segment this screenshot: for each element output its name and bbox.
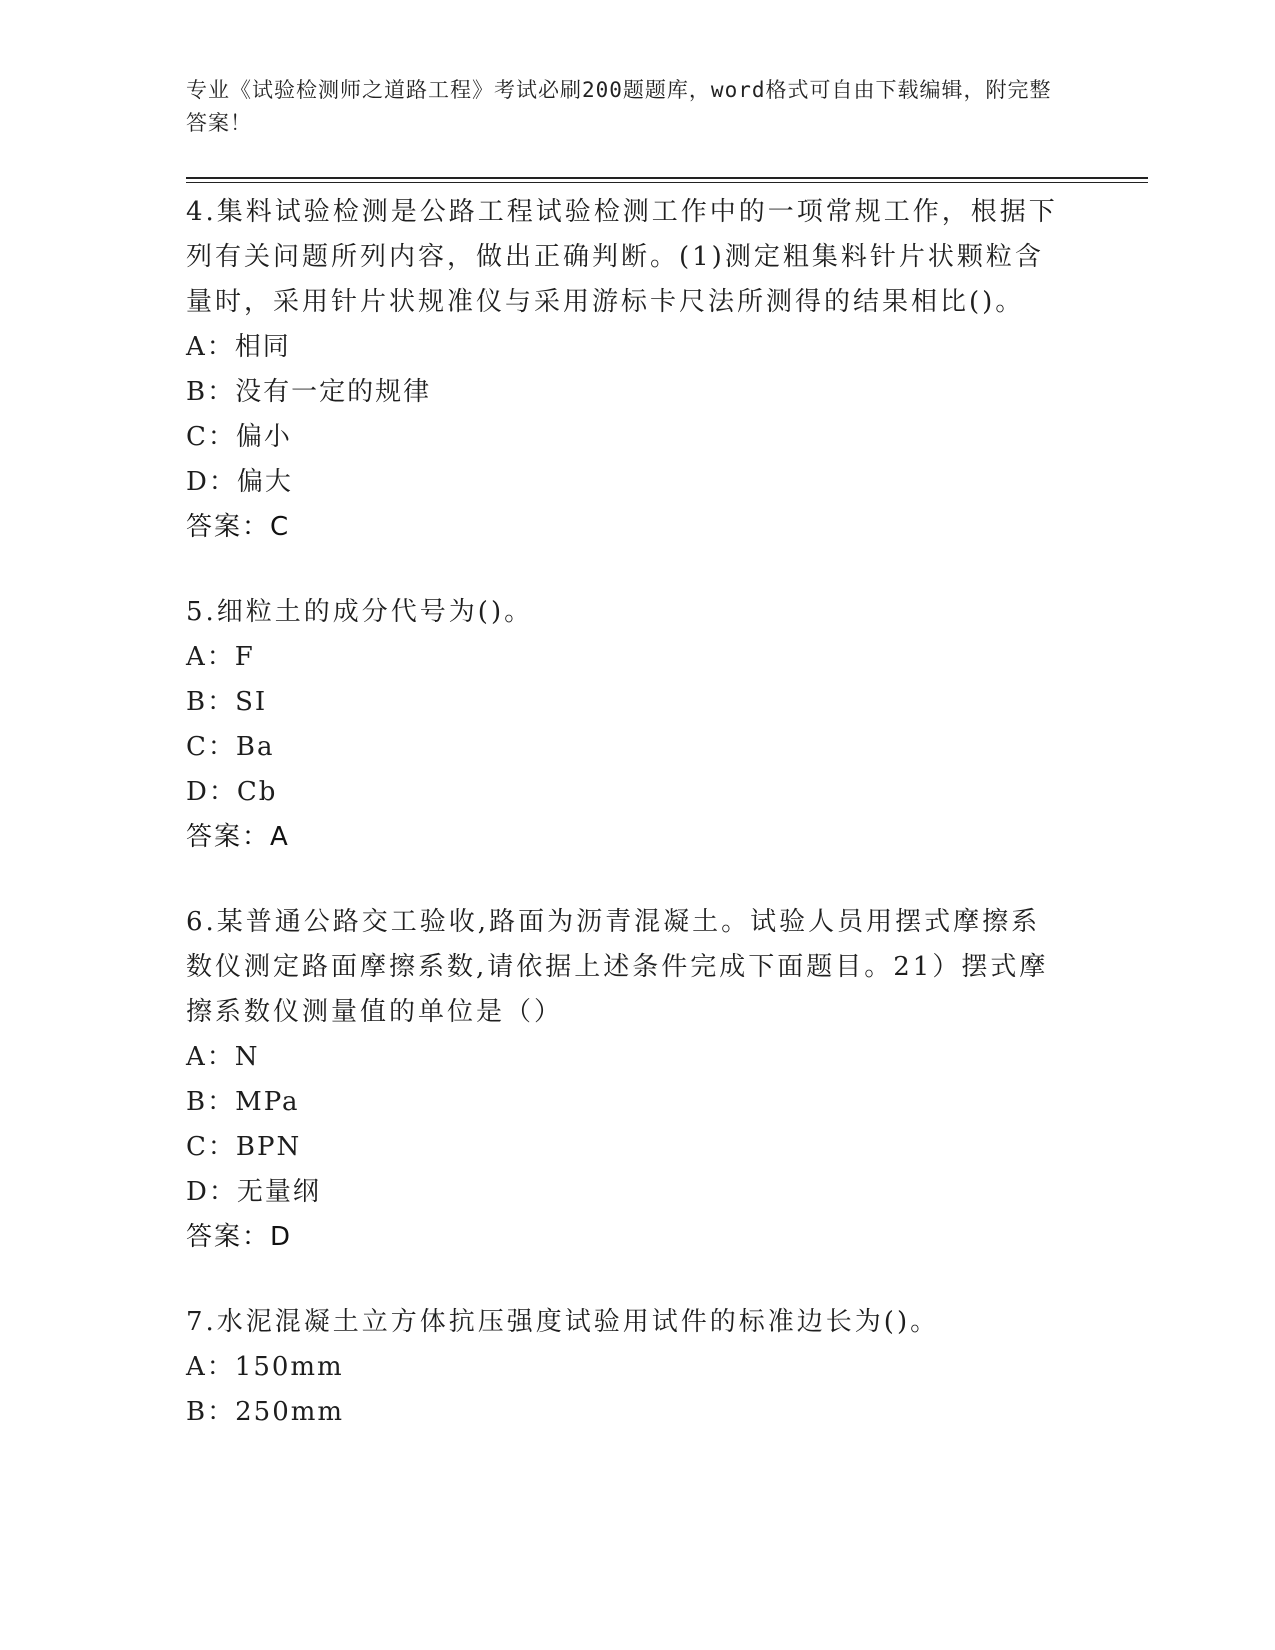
- option-text: F: [234, 642, 255, 672]
- option-text: SI: [235, 687, 268, 717]
- option-text: Ba: [235, 732, 275, 762]
- option-a: [186, 325, 1066, 370]
- option-letter: A：: [186, 642, 235, 672]
- option-letter: B：: [186, 377, 236, 407]
- option-list: [186, 1035, 1066, 1215]
- question-stem: 7.水泥混凝土立方体抗压强度试验用试件的标准边长为()。: [186, 1307, 940, 1337]
- document-header: 专业《试验检测师之道路工程》考试必刷200题题库，word格式可自由下载编辑，附完整答案！: [186, 78, 1052, 135]
- option-c: [186, 725, 1066, 770]
- option-letter: C：: [186, 1132, 236, 1162]
- option-a: [186, 1035, 1066, 1080]
- option-text: N: [234, 1042, 260, 1072]
- option-letter: B：: [186, 1397, 236, 1427]
- option-letter: C：: [186, 422, 236, 452]
- option-letter: D：: [186, 467, 237, 497]
- option-b: [186, 370, 1066, 415]
- option-letter: B：: [186, 1087, 236, 1117]
- question-4: [186, 190, 1066, 550]
- question-stem: 4.集料试验检测是公路工程试验检测工作中的一项常规工作，根据下列有关问题所列内容，做出正确判断。(1)测定粗集料针片状颗粒含量时，采用针片状规准仪与采用游标卡尺法所测得的结果相比()。: [186, 197, 1058, 317]
- answer-line: 答案：D: [186, 1222, 293, 1252]
- header-divider-thick: [186, 177, 1148, 179]
- answer-line: 答案：C: [186, 512, 291, 542]
- option-text: 相同: [234, 332, 291, 362]
- option-text: 250mm: [235, 1397, 345, 1427]
- option-letter: A：: [186, 332, 235, 362]
- option-b: [186, 1080, 1066, 1125]
- option-d: [186, 1170, 1066, 1215]
- question-6: [186, 900, 1066, 1260]
- option-d: [186, 460, 1066, 505]
- option-b: [186, 680, 1066, 725]
- option-letter: D：: [186, 777, 237, 807]
- option-text: 无量纲: [236, 1177, 321, 1207]
- option-c: [186, 415, 1066, 460]
- option-letter: B：: [186, 687, 236, 717]
- question-stem: 5.细粒土的成分代号为()。: [186, 597, 534, 627]
- option-list: [186, 1345, 1066, 1435]
- option-text: MPa: [235, 1087, 300, 1117]
- option-text: BPN: [235, 1132, 302, 1162]
- question-list: [186, 190, 1066, 1475]
- option-list: [186, 635, 1066, 815]
- header-divider-thin: [186, 182, 1148, 183]
- option-letter: A：: [186, 1042, 235, 1072]
- option-a: [186, 1345, 1066, 1390]
- option-a: [186, 635, 1066, 680]
- question-stem: 6.某普通公路交工验收,路面为沥青混凝土。试验人员用摆式摩擦系数仪测定路面摩擦系数,请依据上述条件完成下面题目。21）摆式摩擦系数仪测量值的单位是（）: [186, 907, 1049, 1027]
- option-text: 偏大: [236, 467, 293, 497]
- option-text: 没有一定的规律: [235, 377, 432, 407]
- option-letter: C：: [186, 732, 236, 762]
- option-b: [186, 1390, 1066, 1435]
- question-5: [186, 590, 1066, 860]
- option-letter: A：: [186, 1352, 235, 1382]
- question-7: [186, 1300, 1066, 1435]
- option-text: 150mm: [234, 1352, 344, 1382]
- option-c: [186, 1125, 1066, 1170]
- option-text: 偏小: [235, 422, 292, 452]
- option-text: Cb: [236, 777, 278, 807]
- option-letter: D：: [186, 1177, 237, 1207]
- option-d: [186, 770, 1066, 815]
- option-list: [186, 325, 1066, 505]
- answer-line: 答案：A: [186, 822, 290, 852]
